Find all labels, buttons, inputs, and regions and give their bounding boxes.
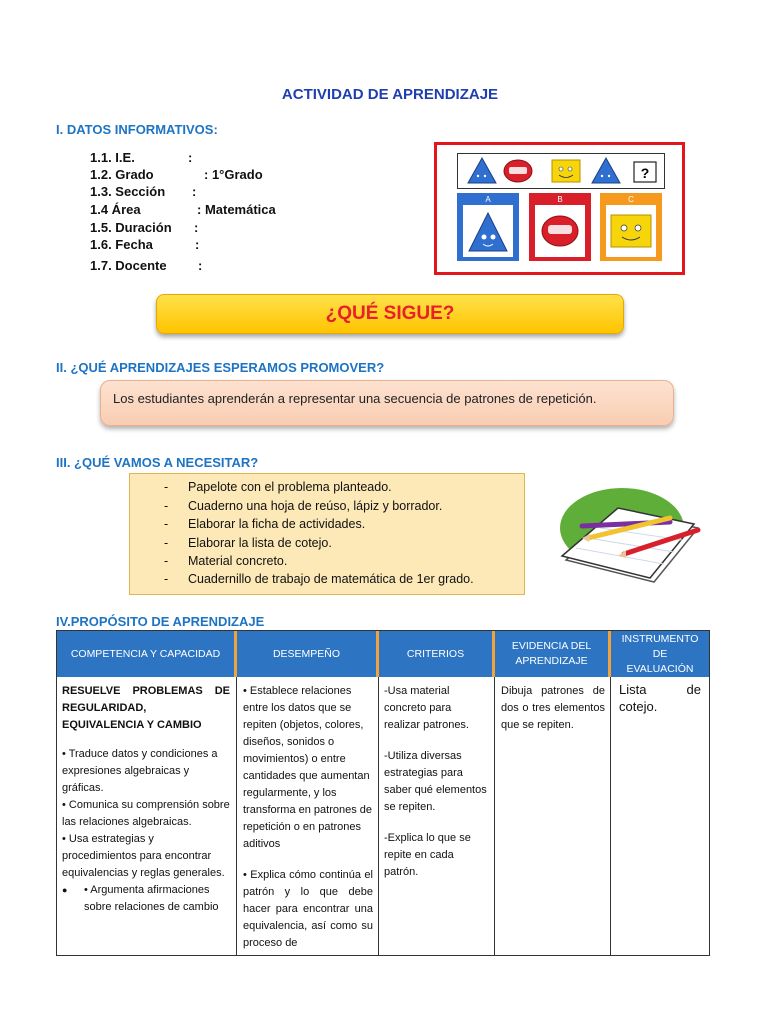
criterio-item: -Explica lo que se repite en cada patrón. [384,832,471,878]
info-row-docente: 1.7. Docente : [90,258,203,273]
section-heading-necesitar: III. ¿QUÉ VAMOS A NECESITAR? [56,455,259,470]
page-title: ACTIVIDAD DE APRENDIZAJE [281,86,499,103]
question-mark: ? [640,165,650,181]
capacidad-item: ● • Argumenta afirmaciones sobre relaciones de cambio [62,884,219,913]
notebook-pencils-icon [552,478,708,590]
header-desempeno: DESEMPEÑO [237,631,379,677]
desempeno-item: • Explica cómo continúa el patrón y lo que debe hacer para encontrar una equivalencia, así como su proceso de [243,869,373,949]
instrumento-cell: Lista de cotejo. [619,682,701,714]
circle-option-icon [535,205,585,257]
pattern-sequence [457,153,665,189]
criterio-item: -Utiliza diversas estrategias para saber qué elementos se repiten. [384,750,487,813]
header-evidencia: EVIDENCIA DEL APRENDIZAJE [495,631,611,677]
option-c-letter: C [628,195,634,204]
list-item: - Material concreto. [164,554,288,568]
materials-list [129,473,525,595]
info-row-area: 1.4 Área : Matemática [90,202,276,217]
purpose-table [56,630,710,956]
criterio-item: -Usa material concreto para realizar patrones. [384,685,469,731]
section-heading-aprendizajes: II. ¿QUÉ APRENDIZAJES ESPERAMOS PROMOVER? [56,360,385,375]
desempeno-item: • Establece relaciones entre los datos que se repiten (objetos, colores, diseños, sonidos o movimientos) o entre cantidades que aumentan regularmente, y los transforma en patrones de repetición o en patrones aditivos [243,685,373,850]
list-item: - Elaborar la ficha de actividades. [164,517,366,531]
banner-que-sigue: ¿QUÉ SIGUE? [156,294,624,334]
capacidad-item: • Comunica su comprensión sobre las relaciones algebraicas. [62,799,230,828]
option-b-card [529,193,591,261]
list-item: - Cuadernillo de trabajo de matemática de 1er grado. [164,572,474,586]
info-row-ie: 1.1. I.E. : [90,150,193,165]
info-row-duracion: 1.5. Duración : [90,220,199,235]
option-a-letter: A [485,195,491,204]
triangle-shape-icon [592,158,620,183]
list-item: - Cuaderno una hoja de reúso, lápiz y borrador. [164,499,443,513]
header-competencia: COMPETENCIA Y CAPACIDAD [57,631,237,677]
list-item: - Elaborar la lista de cotejo. [164,536,332,550]
header-instrumento: INSTRUMENTO DE EVALUACIÓN [611,631,709,677]
section-heading-datos: I. DATOS INFORMATIVOS: [56,122,218,137]
square-option-icon [606,205,656,257]
evidencia-cell: Dibuja patrones de dos o tres elementos que se repiten. [501,685,605,731]
criterios-cell [384,683,488,881]
competencia-title: RESUELVE PROBLEMAS DE REGULARIDAD, EQUIVALENCIA Y CAMBIO [62,685,230,731]
square-shape-icon [552,160,580,182]
triangle-shape-icon [468,158,496,183]
learning-goal-box [100,380,674,426]
pattern-sequence-shapes [458,154,664,188]
info-row-fecha: 1.6. Fecha : [90,237,200,252]
triangle-option-icon [463,205,513,257]
info-row-seccion: 1.3. Sección : [90,184,197,199]
section-heading-proposito: IV.PROPÓSITO DE APRENDIZAJE [56,614,265,629]
desempeno-cell [243,683,373,952]
pattern-puzzle-image [434,142,685,275]
competencia-cell [62,683,230,916]
list-item: - Papelote con el problema planteado. [164,480,392,494]
header-criterios: CRITERIOS [379,631,495,677]
capacidad-item: • Traduce datos y condiciones a expresiones algebraicas y gráficas. [62,748,218,794]
option-b-letter: B [557,195,563,204]
info-row-grado: 1.2. Grado : 1°Grado [90,167,263,182]
capacidad-item: • Usa estrategias y procedimientos para encontrar equivalencias y reglas generales. [62,833,225,879]
option-a-card [457,193,519,261]
learning-goal-text: Los estudiantes aprenderán a representar una secuencia de patrones de repetición. [113,391,597,406]
option-c-card [600,193,662,261]
